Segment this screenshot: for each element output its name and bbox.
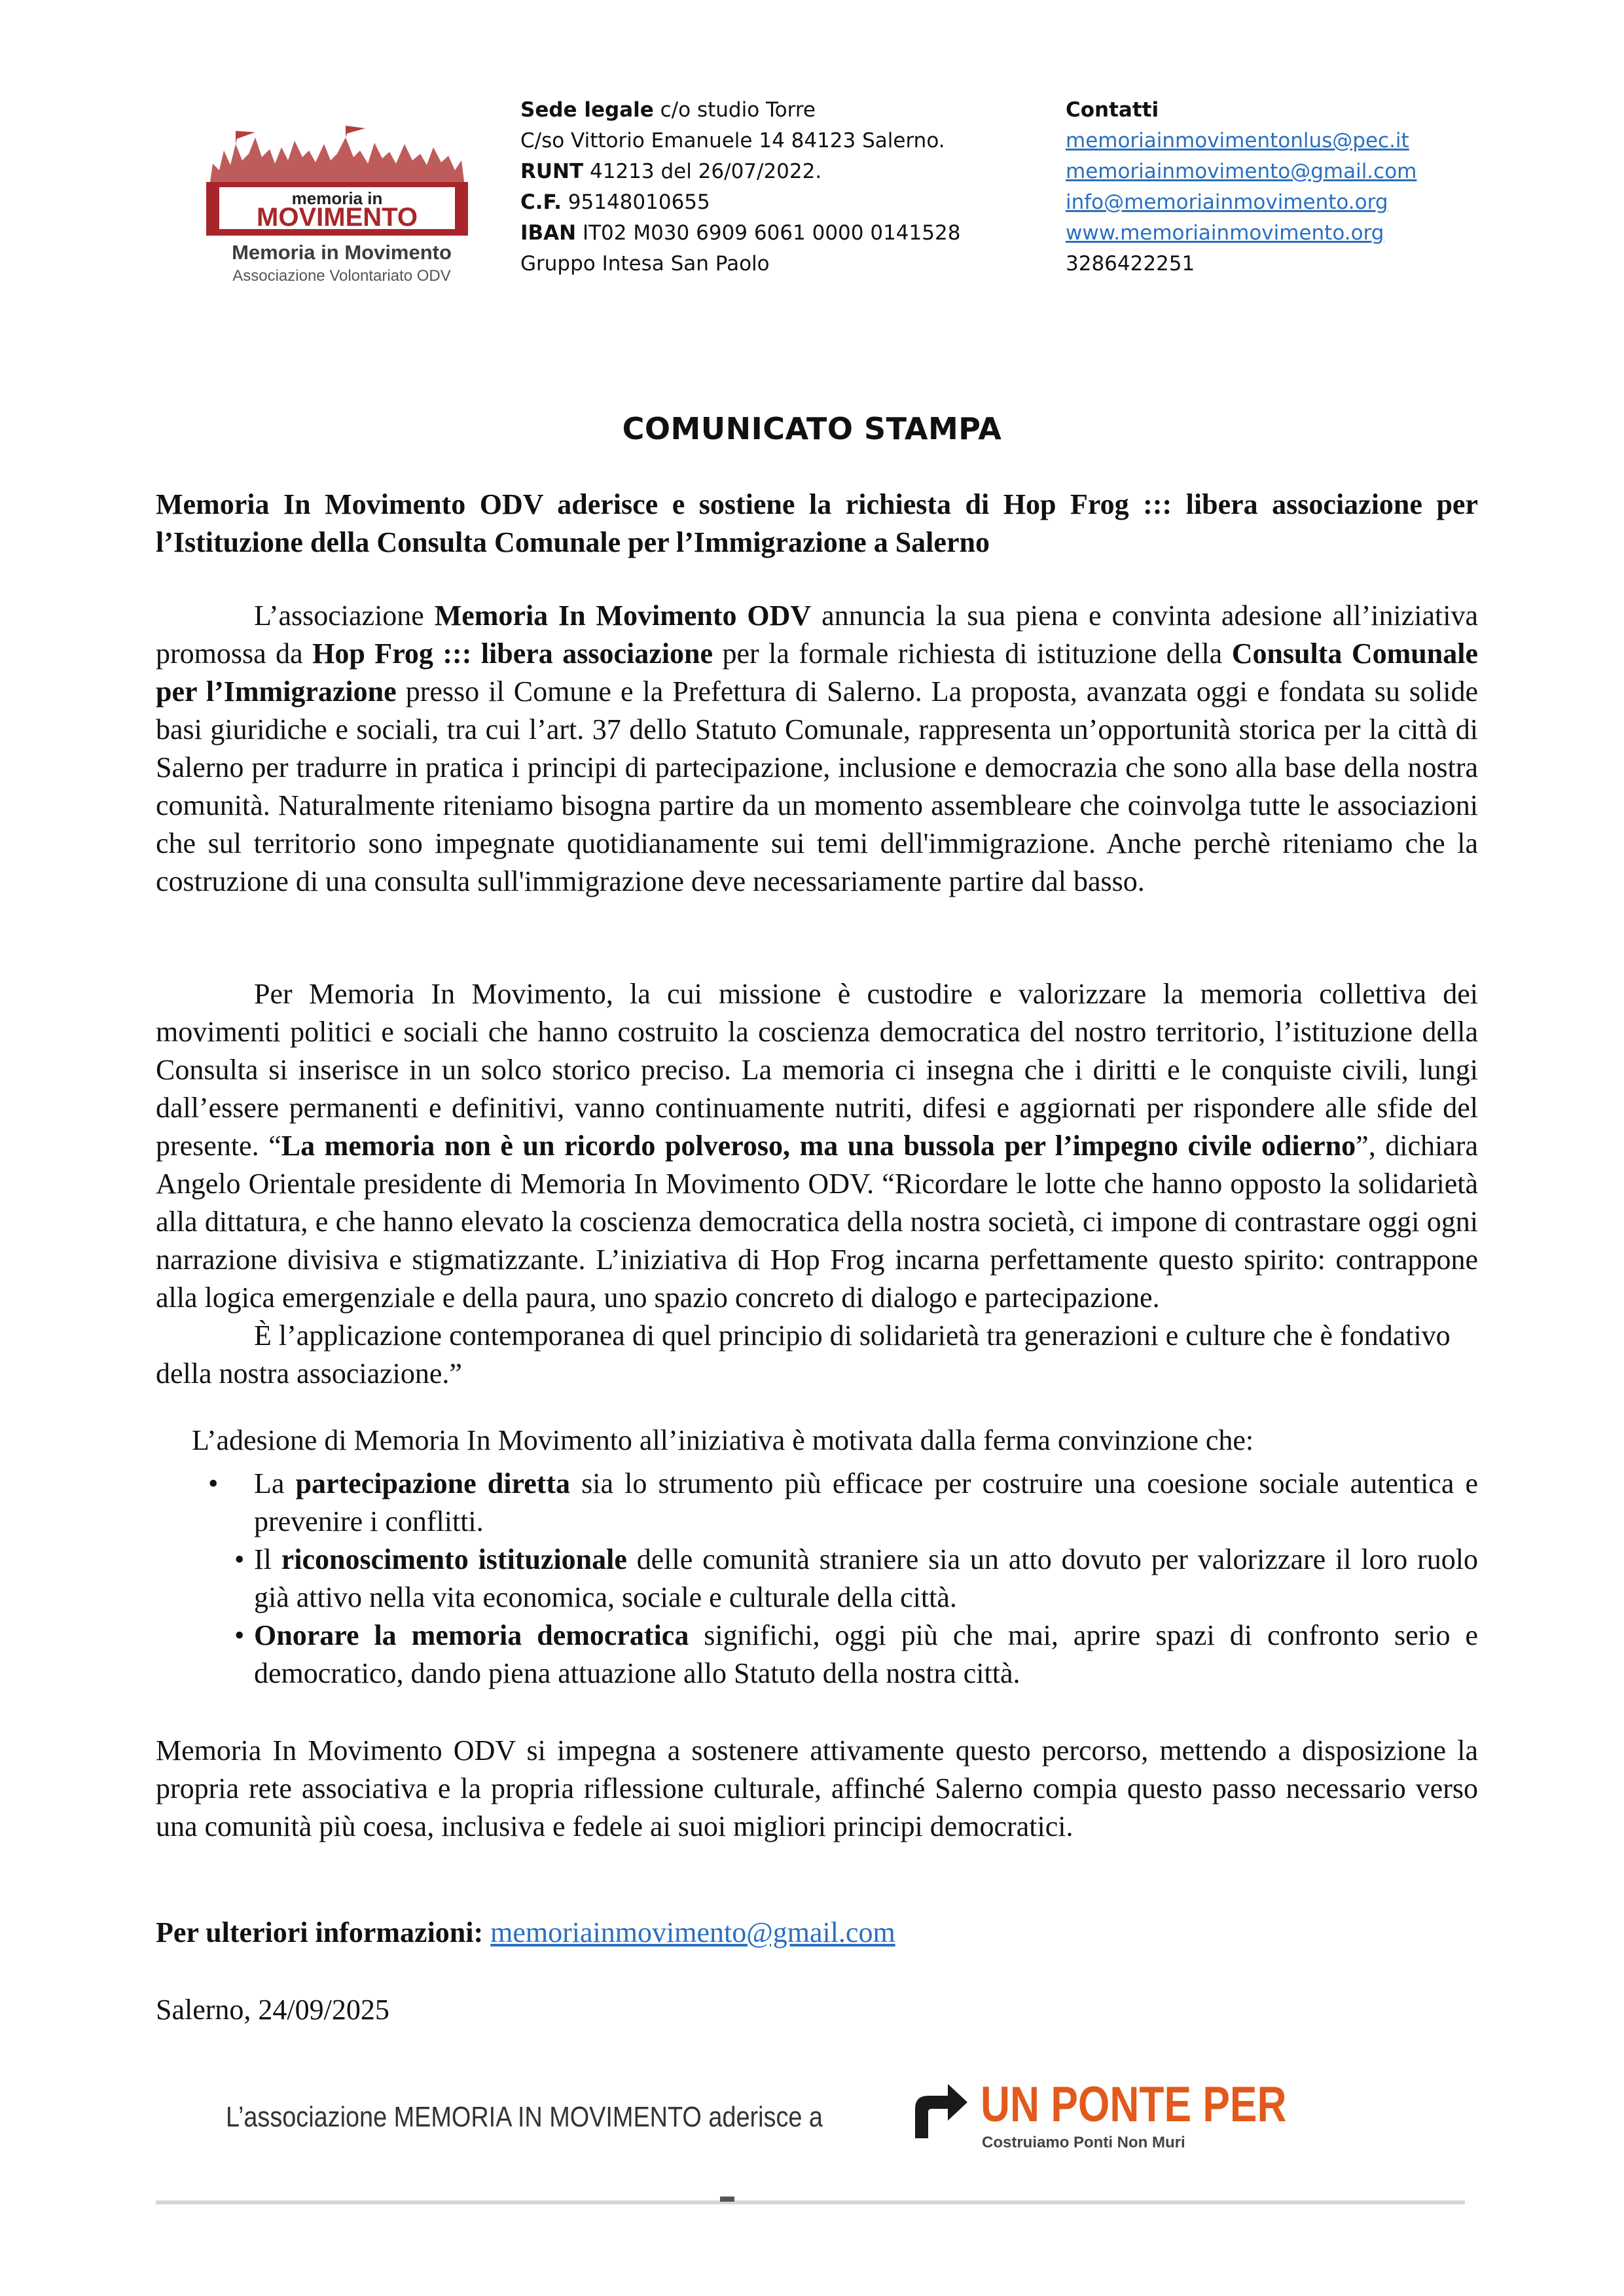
bridge-arrow-icon (902, 2076, 974, 2148)
runt-label: RUNT (520, 160, 584, 183)
bold-text: Onorare la memoria democratica (254, 1619, 689, 1651)
contacts-label: Contatti (1066, 98, 1159, 122)
cf-label: C.F. (520, 190, 562, 214)
text: ”, dichiara Angelo Orientale presidente di Memoria In Movimento ODV. “Ricordare le lotte che hanno opposto la solidarietà alla dittatura, e che hanno elevato la coscienza democratica della nostra società, ci impone di contrastare oggi ogni narrazione divisiva e stigmatizzante. L’iniziativa di Hop Frog incarna perfettamente questo spirito: contrappone alla logica emergenziale e della paura, uno spazio concreto di dialogo e partecipazione. (156, 1130, 1478, 1314)
paragraph-4: Memoria In Movimento ODV si impegna a sostenere attivamente questo percorso, mettendo a disposizione la propria rete associativa e la propria riflessione culturale, affinché Salerno compia questo passo necessario verso una comunità più coesa, inclusiva e fedele ai suoi migliori principi democratici. (156, 1734, 1478, 1842)
footer-divider (156, 2200, 1465, 2204)
paragraph-3: L’adesione di Memoria In Movimento all’iniziativa è motivata dalla ferma convinzione che: (192, 1424, 1254, 1456)
bank-line: Gruppo Intesa San Paolo (520, 252, 770, 276)
place-and-date: Salerno, 24/09/2025 (156, 1994, 389, 2026)
logo-banner-text-2: MOVIMENTO (257, 203, 418, 232)
bullet-dot: • (234, 1543, 245, 1575)
logo-banner-text-1: memoria in (291, 188, 383, 208)
gmail-email-link[interactable]: memoriainmovimento@gmail.com (1066, 160, 1417, 183)
phone-number: 3286422251 (1066, 252, 1195, 276)
runt-line (520, 156, 960, 187)
bold-text: Consulta Comunale per l’Immigrazione (156, 637, 1479, 708)
sede-line (520, 95, 960, 126)
iban-label: IBAN (520, 221, 577, 245)
bullet-dot: • (208, 1467, 219, 1499)
list-item (156, 1541, 1478, 1617)
paragraph-1 (156, 597, 1478, 901)
logo-subtitle: Associazione Volontariato ODV (232, 267, 451, 285)
text: per la formale richiesta di istituzione della (713, 637, 1232, 670)
list-item (156, 1617, 1478, 1693)
iban-value: IT02 M030 6909 6061 0000 0141528 (576, 221, 961, 245)
iban-line (520, 218, 960, 249)
cf-line (520, 187, 960, 218)
runt-value: 41213 del 26/07/2022. (583, 160, 822, 183)
sede-value: c/o studio Torre (653, 98, 816, 122)
text: È l’applicazione contemporanea di quel principio di solidarietà tra generazioni e culture che è fondativo della nostra associazione.” (156, 1319, 1451, 1390)
text: presso il Comune e la Prefettura di Salerno. La proposta, avanzata oggi e fondata su solide basi giuridiche e sociali, tra cui l’art. 37 dello Statuto Comunale, rappresenta un’opportunità storica per la città di Salerno per tradurre in pratica i principi di partecipazione, inclusione e democrazia che sono alla base della nostra comunità. Naturalmente riteniamo bisogna partire da un momento assembleare che coinvolga tutte le associazioni che sul territorio sono impegnate quotidianamente sui temi dell'immigrazione. Anche perchè riteniamo che la costruzione di una consulta sull'immigrazione deve necessariamente partire dal basso. (156, 675, 1479, 897)
text: La (254, 1467, 296, 1499)
quote-bold: La memoria non è un ricordo polveroso, ma una bussola per l’impegno civile odierno (281, 1130, 1356, 1162)
press-release-subtitle: Memoria In Movimento ODV aderisce e sostiene la richiesta di Hop Frog ::: libera associazione per l’Istituzione della Consulta Comunale per l’Immigrazione a Salerno (156, 488, 1478, 558)
partner-tagline: Costruiamo Ponti Non Muri (982, 2134, 1185, 2151)
association-logo (196, 124, 484, 295)
more-info-line (156, 1914, 1478, 1952)
contact-email-link[interactable]: memoriainmovimento@gmail.com (490, 1916, 895, 1948)
contacts-block (1066, 95, 1416, 279)
partner-logo-name: UN PONTE PER (981, 2077, 1287, 2132)
list-item (156, 1465, 1478, 1541)
more-info-label: Per ulteriori informazioni: (156, 1916, 484, 1948)
bold-text: partecipazione diretta (295, 1467, 571, 1499)
footer-adhesion-text: L’associazione MEMORIA IN MOVIMENTO aderisce a (226, 2101, 823, 2133)
cf-value: 95148010655 (561, 190, 710, 214)
text: sia lo strumento più efficace per costruire una coesione sociale autentica e prevenire i conflitti. (254, 1467, 1479, 1537)
bold-text: riconoscimento istituzionale (281, 1543, 627, 1575)
text: delle comunità straniere sia un atto dovuto per valorizzare il loro ruolo già attivo nella vita economica, sociale e culturale della città. (254, 1543, 1478, 1613)
website-link[interactable]: www.memoriainmovimento.org (1066, 221, 1384, 245)
pec-email-link[interactable]: memoriainmovimentonlus@pec.it (1066, 129, 1409, 152)
address-line: C/so Vittorio Emanuele 14 84123 Salerno. (520, 129, 945, 152)
text: significhi, oggi più che mai, aprire spazi di confronto serio e democratico, dando piena attuazione allo Statuto della nostra città. (254, 1619, 1478, 1689)
bullet-dot: • (234, 1619, 245, 1651)
document-title: COMUNICATO STAMPA (622, 411, 1002, 446)
text: annuncia la sua piena e convinta adesione all’iniziativa promossa da (156, 600, 1478, 670)
bold-text: Memoria In Movimento ODV (434, 600, 812, 632)
legal-info-block (520, 95, 960, 279)
text: Per Memoria In Movimento, la cui missione è custodire e valorizzare la memoria collettiva dei movimenti politici e sociali che hanno costruito la coscienza democratica del nostro territorio, l’istituzione della Consulta si inserisce in un solco storico preciso. La memoria ci insegna che i diritti e le conquiste civili, lungi dall’essere permanenti e definitivi, vanno continuamente nutriti, difesi e aggiornati per rispondere alle sfide del presente. “ (156, 978, 1478, 1162)
info-email-link[interactable]: info@memoriainmovimento.org (1066, 190, 1388, 214)
text: Il (254, 1543, 281, 1575)
bold-text: Hop Frog ::: libera associazione (312, 637, 713, 670)
logo-name: Memoria in Movimento (232, 241, 452, 264)
page-marker (720, 2197, 734, 2202)
paragraph-2 (156, 975, 1478, 1393)
text: L’associazione (254, 600, 435, 632)
logo-mark-image (196, 124, 478, 239)
sede-label: Sede legale (520, 98, 654, 122)
